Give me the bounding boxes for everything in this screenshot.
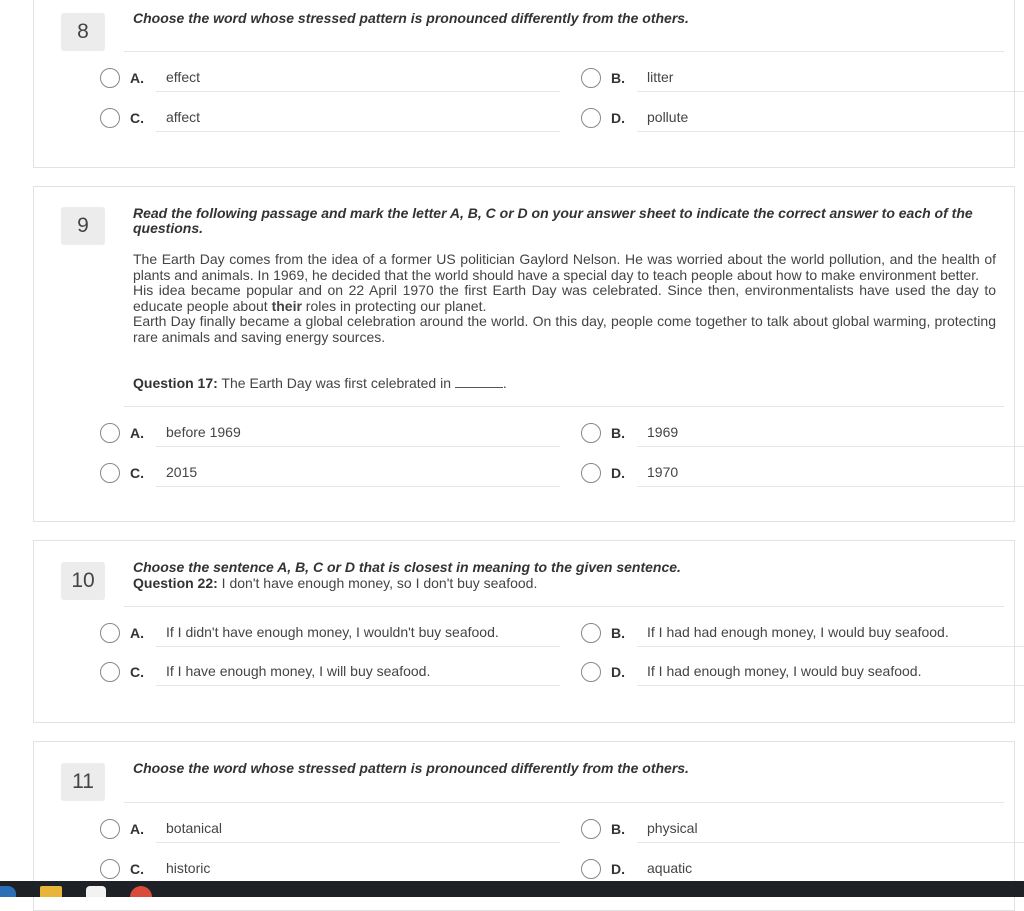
option-text[interactable]: before 1969 (166, 424, 241, 440)
browser-icon[interactable] (130, 886, 152, 897)
radio-button[interactable] (581, 662, 601, 682)
option-letter: C. (130, 110, 144, 126)
option-letter: A. (130, 625, 144, 641)
question-instruction: Choose the word whose stressed pattern is pronounced differently from the others. (133, 10, 689, 26)
option-c[interactable] (100, 104, 560, 134)
option-letter: D. (611, 110, 625, 126)
divider (124, 406, 1004, 407)
option-text[interactable]: If I had enough money, I would buy seafood. (647, 663, 922, 679)
option-text[interactable]: historic (166, 860, 211, 876)
option-letter: D. (611, 465, 625, 481)
option-a[interactable] (100, 815, 560, 845)
option-d[interactable] (581, 104, 1024, 134)
passage-paragraph: His idea became popular and on 22 April 1970 the first Earth Day was celebrated. Since then, environmentalists have used the day to educate people about their roles in protecting our planet. (133, 282, 996, 314)
option-text[interactable]: aquatic (647, 860, 693, 876)
radio-button[interactable] (581, 423, 601, 443)
passage-paragraph: Earth Day finally became a global celebration around the world. On this day, people come together to talk about global warming, protecting rare animals and saving energy sources. (133, 313, 996, 345)
radio-button[interactable] (581, 819, 601, 839)
question-text: The Earth Day was first celebrated in (217, 375, 455, 391)
start-button-icon[interactable] (0, 886, 16, 897)
option-c[interactable] (100, 459, 560, 489)
option-text[interactable]: litter (647, 69, 674, 85)
option-text[interactable]: effect (166, 69, 200, 85)
divider (124, 51, 1004, 52)
radio-button[interactable] (100, 662, 120, 682)
answer-underline (637, 486, 1024, 487)
option-c[interactable] (100, 658, 560, 688)
option-b[interactable] (581, 64, 1024, 94)
option-letter: B. (611, 70, 625, 86)
question-prompt (133, 575, 996, 591)
radio-button[interactable] (100, 623, 120, 643)
option-a[interactable] (100, 619, 560, 649)
option-d[interactable] (581, 459, 1024, 489)
radio-button[interactable] (100, 108, 120, 128)
option-letter: B. (611, 425, 625, 441)
question-number: 11 (61, 763, 105, 801)
option-a[interactable] (100, 64, 560, 94)
passage-paragraph: The Earth Day comes from the idea of a former US politician Gaylord Nelson. He was worried about the world pollution, and the health of plants and animals. In 1969, he decided that the world should have a special day to teach people about how to make environment better. (133, 251, 996, 283)
question-label: Question 22: (133, 575, 218, 591)
question-card-8 (33, 0, 1015, 168)
question-number: 10 (61, 562, 105, 600)
radio-button[interactable] (581, 68, 601, 88)
question-instruction: Read the following passage and mark the letter A, B, C or D on your answer sheet to indicate the correct answer to each of the questions. (133, 205, 973, 236)
radio-button[interactable] (581, 623, 601, 643)
answer-underline (156, 842, 560, 843)
folder-icon[interactable] (40, 886, 62, 897)
option-letter: C. (130, 664, 144, 680)
radio-button[interactable] (100, 819, 120, 839)
option-b[interactable] (581, 419, 1024, 449)
option-text[interactable]: physical (647, 820, 698, 836)
option-letter: A. (130, 70, 144, 86)
question-instruction: Choose the sentence A, B, C or D that is closest in meaning to the given sentence. (133, 559, 681, 575)
app-icon[interactable] (86, 886, 106, 897)
question-instruction: Choose the word whose stressed pattern is pronounced differently from the others. (133, 760, 689, 776)
bold-word: their (271, 297, 302, 314)
answer-underline (156, 486, 560, 487)
radio-button[interactable] (100, 68, 120, 88)
question-text: I don't have enough money, so I don't buy seafood. (217, 575, 538, 591)
radio-button[interactable] (581, 463, 601, 483)
radio-button[interactable] (100, 423, 120, 443)
answer-underline (637, 842, 1024, 843)
divider (124, 606, 1004, 607)
question-label: Question 17: (133, 375, 218, 391)
answer-underline (637, 646, 1024, 647)
question-number: 9 (61, 207, 105, 245)
answer-underline (156, 446, 560, 447)
answer-underline (156, 685, 560, 686)
option-text[interactable]: If I have enough money, I will buy seafood. (166, 663, 431, 679)
option-text[interactable]: affect (166, 109, 200, 125)
question-prompt: Question 17: The Earth Day was first celebrated in . (133, 375, 507, 391)
radio-button[interactable] (100, 859, 120, 879)
question-number: 8 (61, 13, 105, 51)
option-letter: A. (130, 425, 144, 441)
divider (124, 802, 1004, 803)
answer-underline (156, 131, 560, 132)
option-d[interactable] (581, 658, 1024, 688)
radio-button[interactable] (581, 108, 601, 128)
option-text[interactable]: 1969 (647, 424, 679, 440)
option-text[interactable]: If I didn't have enough money, I wouldn't buy seafood. (166, 624, 499, 640)
answer-underline (637, 685, 1024, 686)
answer-underline (637, 446, 1024, 447)
option-letter: B. (611, 821, 625, 837)
question-card-10 (33, 540, 1015, 723)
option-a[interactable] (100, 419, 560, 449)
option-text[interactable]: If I had had enough money, I would buy seafood. (647, 624, 949, 640)
option-text[interactable]: pollute (647, 109, 689, 125)
option-letter: B. (611, 625, 625, 641)
option-text[interactable]: botanical (166, 820, 223, 836)
radio-button[interactable] (581, 859, 601, 879)
taskbar (0, 881, 1024, 897)
option-text[interactable]: 2015 (166, 464, 198, 480)
answer-blank (455, 375, 503, 388)
answer-underline (156, 646, 560, 647)
option-b[interactable] (581, 619, 1024, 649)
answer-underline (637, 91, 1024, 92)
option-b[interactable] (581, 815, 1024, 845)
option-letter: C. (130, 861, 144, 877)
option-letter: D. (611, 664, 625, 680)
question-card-9 (33, 186, 1015, 522)
option-letter: C. (130, 465, 144, 481)
radio-button[interactable] (100, 463, 120, 483)
option-text[interactable]: 1970 (647, 464, 679, 480)
reading-passage (133, 252, 996, 345)
answer-underline (637, 131, 1024, 132)
option-letter: D. (611, 861, 625, 877)
option-letter: A. (130, 821, 144, 837)
answer-underline (156, 91, 560, 92)
